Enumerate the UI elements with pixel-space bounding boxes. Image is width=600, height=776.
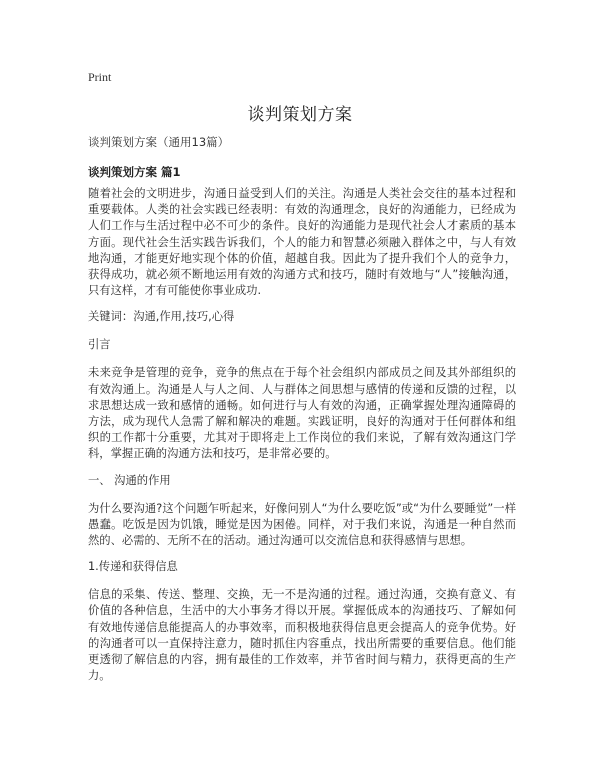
document-body (88, 134, 516, 694)
paragraph-intro: 随着社会的文明进步，沟通日益受到人们的关注。沟通是人类社会交往的基本过程和重要载体。人类的社会实践已经表明：有效的沟通理念，良好的沟通能力，已经成为人们工作与生活过程中必不可少的条件。良好的沟通能力是现代社会人才素质的基本方面。现代社会生活实践告诉我们，个人的能力和智慧必须融入群体之中，与人有效地沟通，才能更好地实现个体的价值，超越自我。因此为了提升我们个人的竞争力，获得成功，就必须不断地运用有效的沟通方式和技巧，随时有效地与“人”接触沟通，只有这样，才有可能使你事业成功. (88, 187, 516, 298)
keywords-line: 关键词：沟通,作用,技巧,心得 (88, 310, 235, 324)
print-label: Print (88, 70, 112, 84)
section-1-heading: 一、 沟通的作用 (88, 473, 171, 487)
section-heading: 谈判策划方案 篇1 (88, 165, 181, 179)
document-subtitle: 谈判策划方案（通用13篇） (88, 135, 230, 149)
paragraph-competition: 未来竞争是管理的竞争，竞争的焦点在于每个社会组织内部成员之间及其外部组织的有效沟通上。沟通是人与人之间、人与群体之间思想与感情的传递和反馈的过程，以求思想达成一致和感情的通畅。如何进行与人有效的沟通，正确掌握处理沟通障碍的方法，成为现代人急需了解和解决的难题。实践证明，良好的沟通对于任何群体和组织的工作都十分重要，尤其对于即将走上工作岗位的我们来说，了解有效沟通这门学科，掌握正确的沟通方法和技巧，是非常必要的。 (88, 366, 516, 461)
page-title: 谈判策划方案 (247, 105, 353, 125)
paragraph-information: 信息的采集、传送、整理、交换，无一不是沟通的过程。通过沟通，交换有意义、有价值的各种信息，生活中的大小事务才得以开展。掌握低成本的沟通技巧、了解如何有效地传递信息能提高人的办事效率，而积极地获得信息更会提高人的竞争优势。好的沟通者可以一直保持注意力，随时抓住内容重点，找出所需要的重要信息。他们能更透彻了解信息的内容，拥有最佳的工作效率，并节省时间与精力，获得更高的生产力。 (88, 588, 516, 683)
paragraph-why-communicate: 为什么要沟通?这个问题乍听起来，好像问别人“为什么要吃饭”或“为什么要睡觉”一样愚蠢。吃饭是因为饥饿，睡觉是因为困倦。同样，对于我们来说，沟通是一种自然而然的、必需的、无所不在的活动。通过沟通可以交流信息和获得感情与思想。 (88, 501, 516, 548)
intro-heading: 引言 (88, 338, 111, 352)
subsection-1-heading: 1.传递和获得信息 (88, 560, 178, 574)
